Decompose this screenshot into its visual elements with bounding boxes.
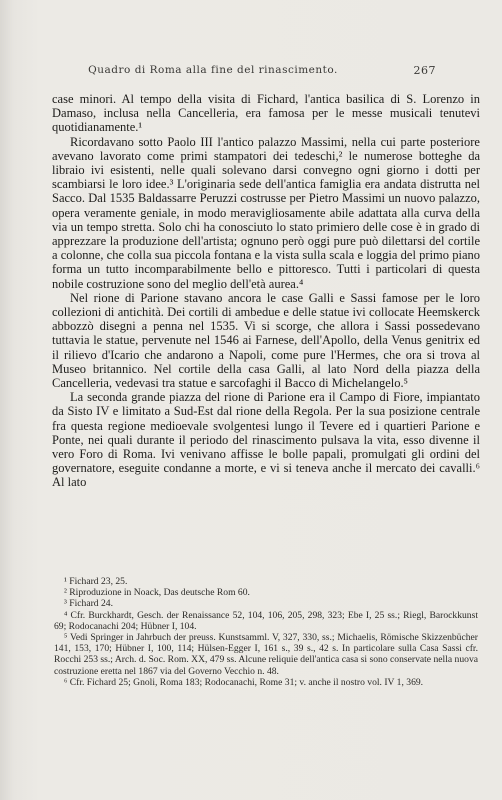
paragraph: Nel rione di Parione stavano ancora le case Galli e Sassi famose per le loro collezioni di antichità. Dei cortili di ambedue e delle statue ivi collocate Heemskerck abbozzò disegni a penna nel 1535. Vi si scorge, che allora i Sassi possedevano tuttavia le statue, pervenute nel 1546 ai Farnese, dell'Apollo, della Venus genitrix ed il rilievo d'Icario che andarono a Napoli, come pure l'Hermes, che ora si trova al Museo britannico. Nel cortile della casa Galli, al lato Nord della piazza della Cancelleria, vedevasi tra statue e sarcofaghi il Bacco di Michelangelo.⁵ — [52, 290, 480, 391]
footnote: ² Riproduzione in Noack, Das deutsche Rom 60. — [64, 587, 250, 599]
page-number: 267 — [413, 64, 436, 77]
footnote: ⁴ Cfr. Burckhardt, Gesch. der Renaissance 52, 104, 106, 205, 298, 323; Ebe I, 25 ss.; Riegl, Barockkunst 69; Rodocanachi 204; Hübner I, 104. — [54, 609, 478, 632]
paragraph: Ricordavano sotto Paolo III l'antico palazzo Massimi, nella cui parte posteriore avevano lavorato come primi stampatori dei tedeschi,² le numerose botteghe da libraio ivi esistenti, nelle quali solevano darsi convegno ogni giorno i dotti per scambiarsi le loro idee.³ L'originaria sede dell'antica famiglia era andata distrutta nel Sacco. Dal 1535 Baldassarre Peruzzi costrusse per Pietro Massimi un nuovo palazzo, opera veramente geniale, in modo meravigliosamente abile adattata alla curva della via un tempo stretta. Solo chi ha conosciuto lo stato primiero delle cose è in grado di apprezzare la produzione dell'artista; ognuno però oggi pure può dilettarsi del cortile a colonne, che colla sua piccola fontana e la vista sulla scala e loggia del primo piano forma un tutto incomparabilmente bello e pittoresco. Tutti i particolari di questa nobile costruzione sono del meglio dell'età aurea.⁴ — [52, 134, 480, 291]
footnote: ¹ Fichard 23, 25. — [64, 576, 128, 587]
footnote: ⁵ Vedi Springer in Jahrbuch der preuss. Kunstsamml. V, 327, 330, ss.; Michaelis, Römische Skizzenbücher 141, 153, 170; Hübner I, 100, 114; Hülsen-Egger I, 161 s., 39 s., 42 s. In particolare sulla Casa Sassi cfr. Rocchi 253 ss.; Arch. d. Soc. Rom. XX, 479 ss. Alcune reliquie dell'antica casa si sono conservate nella nuova costruzione eretta nel 1867 via del Governo Vecchio n. 48. — [54, 632, 478, 677]
paragraph: case minori. Al tempo della visita di Fichard, l'antica basilica di S. Lorenzo in Damaso, inclusa nella Cancelleria, era famosa per le messe musicali tenutevi quotidianamente.¹ — [52, 92, 480, 135]
footnote: ³ Fichard 24. — [64, 598, 113, 610]
running-header — [60, 64, 436, 80]
paragraph: La seconda grande piazza del rione di Parione era il Campo di Fiore, impiantato da Sisto IV e limitato a Sud-Est dal rione della Regola. Per la sua posizione centrale fra questa regione medioevale svolgentesi lungo il Tevere ed i quartieri Parione e Ponte, nei quali durante il periodo del rinascimento pulsava la vita, esso divenne il vero Foro di Roma. Ivi venivano affisse le bolle papali, promulgati gli ordini del governatore, eseguite condanne a morte, e vi si teneva anche il mercato dei cavalli.⁶ Al lato — [52, 390, 480, 490]
footnotes — [54, 576, 478, 688]
main-text — [52, 92, 480, 490]
footnote: ⁶ Cfr. Fichard 25; Gnoli, Roma 183; Rodocanachi, Rome 31; v. anche il nostro vol. IV 1, 369. — [64, 676, 424, 688]
running-title: Quadro di Roma alla fine del rinascimento. — [88, 64, 338, 76]
